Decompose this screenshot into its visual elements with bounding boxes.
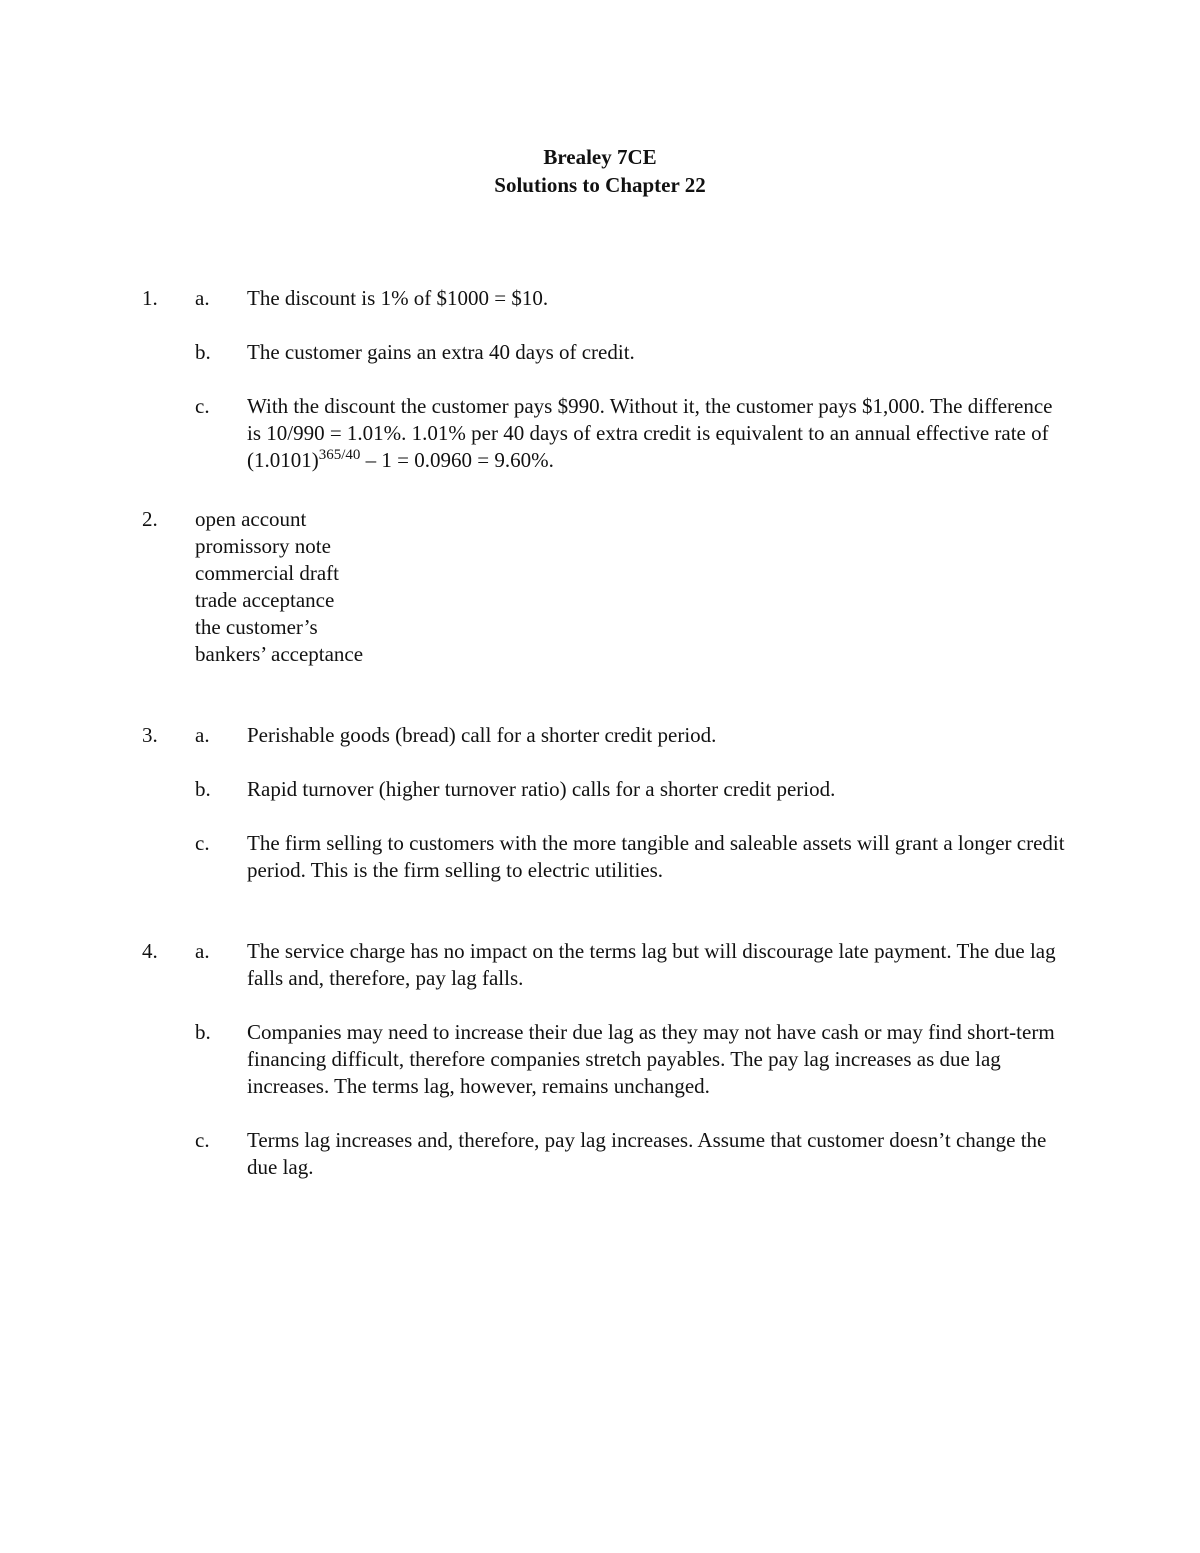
question-1-part-b [0, 339, 1200, 366]
question-3-part-c [0, 830, 1200, 884]
question-number: 3. [142, 723, 158, 747]
question-1-part-c [0, 393, 1200, 474]
question-number: 2. [142, 507, 158, 531]
list-item: open account [195, 507, 307, 531]
question-1 [0, 285, 1200, 501]
credit-instrument-list [195, 506, 1200, 668]
part-letter: c. [195, 831, 210, 855]
list-item: commercial draft [195, 561, 340, 585]
question-4-part-b [0, 1019, 1200, 1100]
document-subtitle: Solutions to Chapter 22 [494, 173, 706, 197]
question-number: 1. [142, 286, 158, 310]
question-3-part-b [0, 776, 1200, 803]
part-text-after-exponent: – 1 = 0.0960 = 9.60%. [360, 448, 554, 472]
question-3-part-a [0, 722, 1200, 749]
part-text-before-exponent: With the discount the customer pays $990. Without it, the customer pays $1,000. The difference is 10/990 = 1.01%. 1.01% per 40 days of extra credit is equivalent to an annual effective rate of (1.0101) [247, 394, 1053, 472]
part-text: Companies may need to increase their due lag as they may not have cash or may find short-term financing difficult, therefore companies stretch payables. The pay lag increases as due lag increases. The terms lag, however, remains unchanged. [247, 1020, 1055, 1098]
part-text: The discount is 1% of $1000 = $10. [247, 286, 549, 310]
part-letter: b. [195, 777, 211, 801]
list-item: promissory note [195, 534, 331, 558]
question-2 [0, 506, 1200, 668]
document-title: Brealey 7CE [543, 145, 657, 169]
list-item: bankers’ acceptance [195, 642, 364, 666]
question-number: 4. [142, 939, 158, 963]
question-4-part-a [0, 938, 1200, 992]
question-4 [0, 938, 1200, 1208]
part-letter: b. [195, 340, 211, 364]
list-item: the customer’s [195, 615, 318, 639]
part-text: The customer gains an extra 40 days of credit. [247, 340, 635, 364]
part-letter: c. [195, 394, 210, 418]
part-letter: a. [195, 286, 210, 310]
part-text: The service charge has no impact on the terms lag but will discourage late payment. The due lag falls and, therefore, pay lag falls. [247, 939, 1056, 990]
part-text: Rapid turnover (higher turnover ratio) calls for a shorter credit period. [247, 777, 836, 801]
exponent: 365/40 [318, 447, 361, 463]
part-text: Terms lag increases and, therefore, pay lag increases. Assume that customer doesn’t change the due lag. [247, 1128, 1047, 1179]
part-letter: a. [195, 723, 210, 747]
question-3 [0, 722, 1200, 911]
part-letter: b. [195, 1020, 211, 1044]
part-text: The firm selling to customers with the more tangible and saleable assets will grant a longer credit period. This is the firm selling to electric utilities. [247, 831, 1065, 882]
part-text [247, 393, 1067, 474]
list-item: trade acceptance [195, 588, 335, 612]
question-1-part-a [0, 285, 1200, 312]
part-letter: a. [195, 939, 210, 963]
part-letter: c. [195, 1128, 210, 1152]
part-text: Perishable goods (bread) call for a shorter credit period. [247, 723, 717, 747]
document-header [0, 143, 1200, 199]
question-4-part-c [0, 1127, 1200, 1181]
